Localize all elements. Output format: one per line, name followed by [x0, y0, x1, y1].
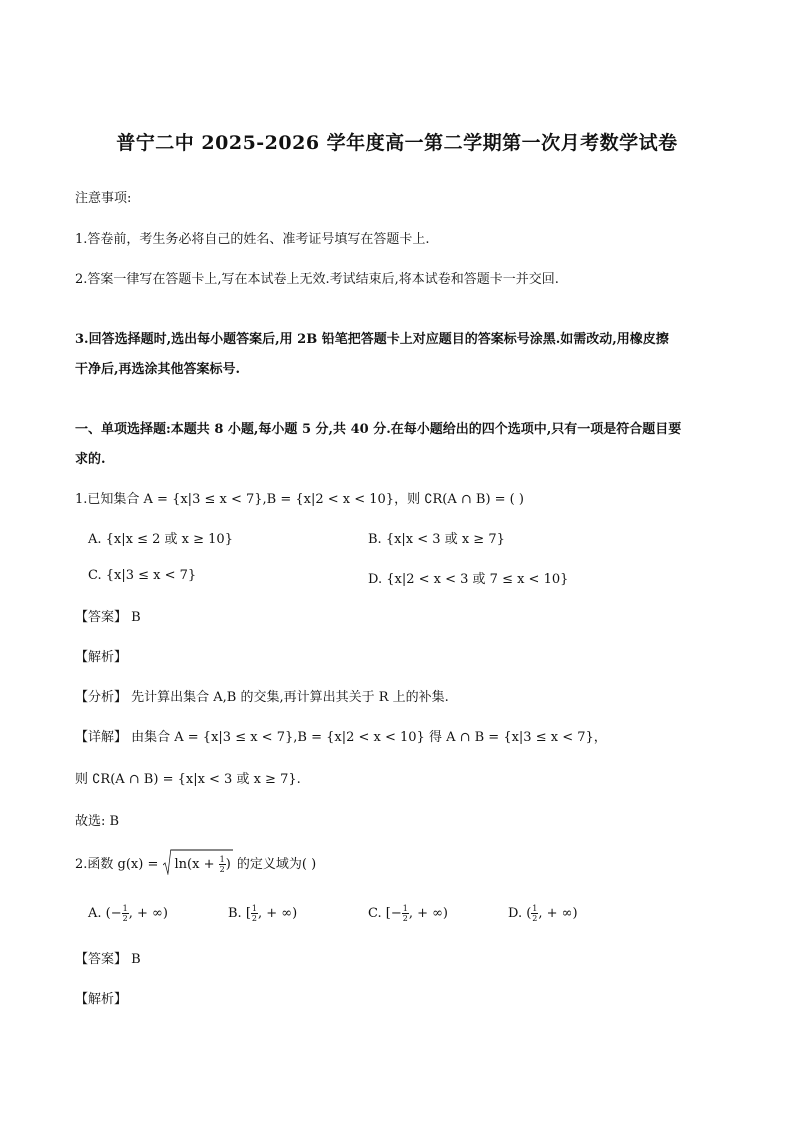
- notice-item-3-line2: 干净后,再选涂其他答案标号.: [75, 362, 241, 377]
- question-2-option-c: C. [− $\frac{1}{2}$ , + ∞): [368, 904, 449, 923]
- question-1-analysis-label: 【解析】: [75, 650, 128, 665]
- question-1-option-d: D. {x|2 < x < 3 或 7 ≤ x < 10}: [368, 572, 569, 587]
- notice-item-2: 2.答案一律写在答题卡上,写在本试卷上无效.考试结束后,将本试卷和答题卡一并交回.: [75, 272, 559, 287]
- sqrt-expression: ln(x + $\frac{1}{2}$ ): [163, 855, 233, 874]
- question-2-option-a: A. (− $\frac{1}{2}$ , + ∞): [88, 904, 168, 923]
- notice-item-1: 1.答卷前，考生务必将自己的姓名、准考证号填写在答题卡上.: [75, 232, 430, 247]
- question-1-option-c: C. {x|3 ≤ x < 7}: [88, 568, 197, 583]
- section-heading-line1: 一、单项选择题:本题共 8 小题,每小题 5 分,共 40 分.在每小题给出的四个选项中,只有一项是符合题目要: [75, 422, 682, 437]
- question-2-stem-suffix: 的定义域为( ): [236, 857, 317, 872]
- page-title: 普宁二中 2025-2026 学年度高一第二学期第一次月考数学试卷: [116, 132, 678, 154]
- question-1-stem: 1.已知集合 A = {x|3 ≤ x < 7},B = {x|2 < x < 10}，则 ∁R(A ∩ B) = ( ): [75, 492, 524, 507]
- section-heading-line2: 求的.: [75, 452, 106, 467]
- question-2-option-b: B. [ $\frac{1}{2}$ , + ∞): [228, 904, 298, 923]
- question-2-option-d: D. ( $\frac{1}{2}$ , + ∞): [508, 904, 578, 923]
- notice-item-3-line1: 3.回答选择题时,选出每小题答案后,用 2B 铅笔把答题卡上对应题目的答案标号涂黑.如需改动,用橡皮擦: [75, 332, 669, 347]
- question-1-answer: 【答案】 B: [75, 610, 141, 625]
- question-1-option-b: B. {x|x < 3 或 x ≥ 7}: [368, 532, 505, 547]
- notice-heading: 注意事项:: [75, 191, 132, 206]
- question-1-conclusion: 则 ∁R(A ∩ B) = {x|x < 3 或 x ≥ 7}.: [75, 772, 301, 787]
- question-1-choose: 故选: B: [75, 814, 120, 829]
- question-1-fenxi: 【分析】 先计算出集合 A,B 的交集,再计算出其关于 R 上的补集.: [75, 690, 449, 705]
- radicand-text: ln(x +: [174, 857, 219, 872]
- question-2-answer: 【答案】 B: [75, 952, 141, 967]
- question-2-stem-prefix: 2.函数 g(x) =: [75, 857, 159, 872]
- radicand-fraction: $\frac{1}{2}$: [219, 855, 225, 874]
- question-2-stem: [75, 853, 316, 874]
- question-1-option-a: A. {x|x ≤ 2 或 x ≥ 10}: [88, 532, 233, 547]
- question-1-xiangjie: 【详解】 由集合 A = {x|3 ≤ x < 7},B = {x|2 < x < 10} 得 A ∩ B = {x|3 ≤ x < 7}，: [75, 730, 607, 745]
- radical-sign-icon: [163, 849, 233, 875]
- question-2-analysis-label: 【解析】: [75, 992, 128, 1007]
